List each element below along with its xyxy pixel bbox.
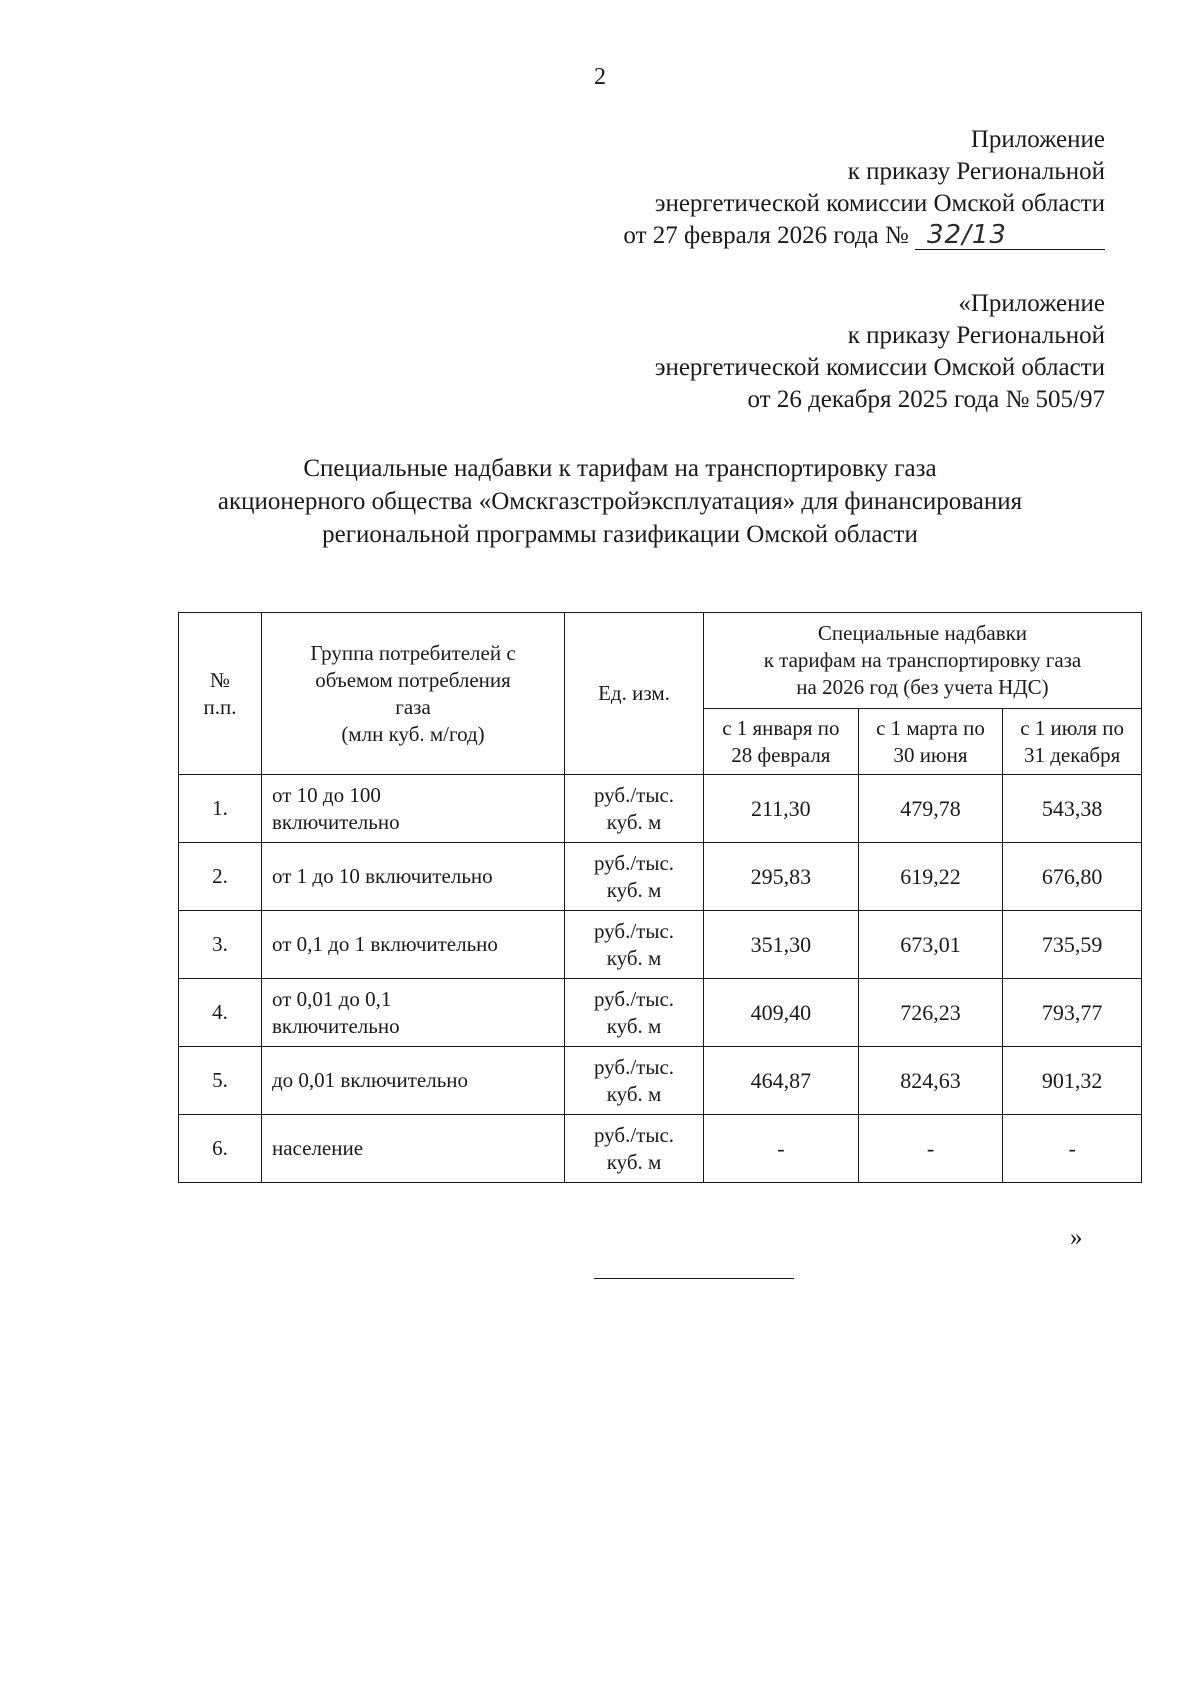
handwritten-order-number: 32/13: [915, 221, 1105, 250]
table-row: [179, 843, 1142, 911]
title-line: региональной программы газификации Омской области: [322, 521, 918, 548]
header-period-mar-jun: с 1 марта по 30 июня: [858, 709, 1003, 775]
order-date: от 27 февраля 2026 года №: [623, 222, 909, 249]
value-jan-feb: 409,40: [704, 979, 859, 1047]
order-date: от 26 декабря 2025 года № 505/97: [747, 386, 1105, 413]
unit: руб./тыс. куб. м: [565, 1115, 704, 1183]
unit: руб./тыс. куб. м: [565, 843, 704, 911]
value-mar-jun: 619,22: [858, 843, 1003, 911]
value-jan-feb: 295,83: [704, 843, 859, 911]
closing-quote: »: [1070, 1224, 1083, 1251]
value-jan-feb: 351,30: [704, 911, 859, 979]
value-mar-jun: -: [858, 1115, 1003, 1183]
commission-name: энергетической комиссии Омской области: [654, 354, 1105, 381]
appendix-header-original: [485, 288, 1105, 416]
document-title: [130, 452, 1110, 551]
value-jul-dec: 676,80: [1003, 843, 1142, 911]
row-num: 5.: [179, 1047, 262, 1115]
order-date-line: [485, 220, 1105, 252]
header-num: № п.п.: [179, 613, 262, 775]
value-mar-jun: 726,23: [858, 979, 1003, 1047]
value-jan-feb: -: [704, 1115, 859, 1183]
row-num: 3.: [179, 911, 262, 979]
row-num: 2.: [179, 843, 262, 911]
title-line: Специальные надбавки к тарифам на транспортировку газа: [303, 455, 937, 482]
value-mar-jun: 673,01: [858, 911, 1003, 979]
consumer-group: от 0,1 до 1 включительно: [262, 911, 565, 979]
header-consumer-group: Группа потребителей с объемом потребления газа (млн куб. м/год): [262, 613, 565, 775]
table-row: [179, 775, 1142, 843]
order-reference: к приказу Региональной: [847, 158, 1105, 185]
title-line: акционерного общества «Омскгазстройэксплуатация» для финансирования: [217, 488, 1023, 515]
table-row: [179, 1115, 1142, 1183]
appendix-header-current: [485, 124, 1105, 252]
row-num: 6.: [179, 1115, 262, 1183]
tariff-table: [178, 612, 1142, 1183]
table-row: [179, 1047, 1142, 1115]
value-jan-feb: 211,30: [704, 775, 859, 843]
unit: руб./тыс. куб. м: [565, 775, 704, 843]
value-jul-dec: 735,59: [1003, 911, 1142, 979]
table-header-row: [179, 613, 1142, 709]
value-jan-feb: 464,87: [704, 1047, 859, 1115]
header-period-jul-dec: с 1 июля по 31 декабря: [1003, 709, 1142, 775]
value-jul-dec: 543,38: [1003, 775, 1142, 843]
header-period-jan-feb: с 1 января по 28 февраля: [704, 709, 859, 775]
commission-name: энергетической комиссии Омской области: [654, 190, 1105, 217]
header-unit: Ед. изм.: [565, 613, 704, 775]
appendix-label: Приложение: [970, 126, 1105, 153]
value-jul-dec: -: [1003, 1115, 1142, 1183]
unit: руб./тыс. куб. м: [565, 979, 704, 1047]
unit: руб./тыс. куб. м: [565, 911, 704, 979]
consumer-group: от 0,01 до 0,1 включительно: [262, 979, 565, 1047]
value-jul-dec: 901,32: [1003, 1047, 1142, 1115]
row-num: 1.: [179, 775, 262, 843]
end-divider: [594, 1278, 794, 1279]
page-number: 2: [594, 64, 606, 90]
table-row: [179, 979, 1142, 1047]
consumer-group: от 1 до 10 включительно: [262, 843, 565, 911]
table-row: [179, 911, 1142, 979]
appendix-label: «Приложение: [958, 290, 1105, 317]
order-reference: к приказу Региональной: [847, 322, 1105, 349]
row-num: 4.: [179, 979, 262, 1047]
consumer-group: до 0,01 включительно: [262, 1047, 565, 1115]
consumer-group: население: [262, 1115, 565, 1183]
header-surcharges: Специальные надбавки к тарифам на транспортировку газа на 2026 год (без учета НДС): [704, 613, 1142, 709]
consumer-group: от 10 до 100 включительно: [262, 775, 565, 843]
value-mar-jun: 824,63: [858, 1047, 1003, 1115]
value-mar-jun: 479,78: [858, 775, 1003, 843]
unit: руб./тыс. куб. м: [565, 1047, 704, 1115]
value-jul-dec: 793,77: [1003, 979, 1142, 1047]
